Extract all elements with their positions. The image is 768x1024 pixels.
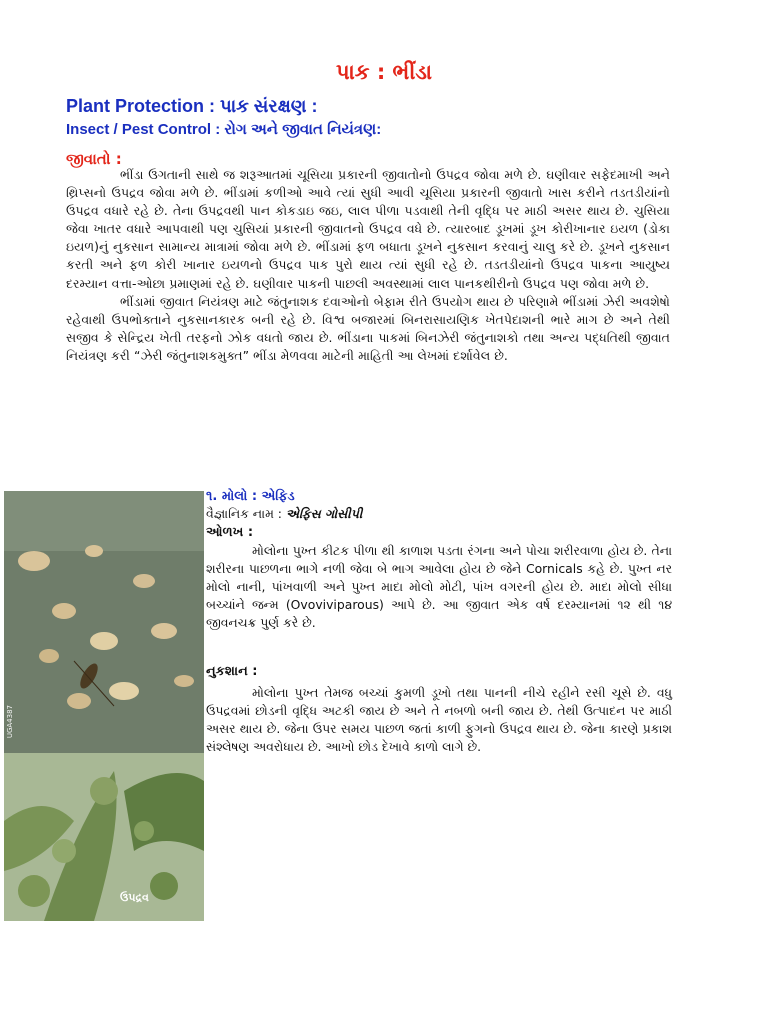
intro-section [66, 166, 670, 365]
scientific-name-row [206, 506, 362, 522]
damage-heading: નુકશાન : [206, 664, 258, 679]
photo-caption: ઉપદ્રવ [120, 891, 149, 904]
aphid-photo-illustration [4, 491, 204, 921]
intro-paragraph-2: ભીંડામાં જીવાત નિયંત્રણ માટે જંતુનાશક દવાઓનો બેફામ રીતે ઉપયોગ થાય છે પરિણામે ભીંડામાં ઝેરી અવશેષો રહેવાથી ઉપભોક્તાને નુકસાનકારક બની રહે છે. વિશ્વ બજારમાં બિનરાસાયણિક ખેતપેદાશની ભારે માગ છે અને તેથી સજીવ કે સેન્દ્રિય ખેતી તરફનો ઝોક વધતો જાય છે. ભીંડાના પાકમાં બિનઝેરી જંતુનાશકો તથા અન્ય પદ્ધતિથી જીવાત નિયંત્રણ કરી “ઝેરી જંતુનાશકમુક્ત” ભીંડા મેળવવા માટેની માહિતી આ લેખમાં દર્શાવેલ છે. [66, 293, 670, 363]
pest-control-heading: Insect / Pest Control : રોગ અને જીવાત નિયંત્રણ: [66, 121, 382, 138]
insects-heading: જીવાતો : [66, 150, 122, 168]
damage-text: મોલોના પુખ્ત તેમજ બચ્ચાં કુમળી ડૂખો તથા પાનની નીચે રહીને રસી ચૂસે છે. વધુ ઉપદ્રવમાં છોડની વૃદ્ધિ અટકી જાય છે અને તે નબળો બની જાય છે. તેથી ઉત્પાદન પર માઠી અસર થાય છે. જેના ઉપર સમય પાછળ જતાં કાળી ફુગનો ઉપદ્રવ થાય છે. જેના કારણે પ્રકાશ સંશ્લેષણ અવરોધાય છે. આખો છોડ દેખાવે કાળો લાગે છે. [206, 685, 672, 755]
aphid-photos [4, 491, 204, 921]
plant-protection-heading: Plant Protection : પાક સંરક્ષણ : [66, 96, 318, 116]
identification-section [206, 542, 672, 632]
damage-section [206, 684, 672, 756]
scientific-name: એફિસ ગોસીપી [285, 506, 363, 521]
intro-paragraph-1: ભીંડા ઉગતાની સાથે જ શરૂઆતમાં ચૂસિયા પ્રકારની જીવાતોનો ઉપદ્રવ જોવા મળે છે. ઘણીવાર સફેદમાખી અને થ્રિપ્સનો ઉપદ્રવ જોવા મળે છે. ભીંડામાં કળીઓ આવે ત્યાં સુધી આવી ચૂસિયા પ્રકારની જીવાતો ખાસ કરીને તડતડીયાંનો ઉપદ્રવ વધારે રહે છે. તેના ઉપદ્રવથી પાન કોકડાઇ જઇ, લાલ પીળા પડવાથી તેની વૃદ્ધિ પર માઠી અસર થાય છે. ચુસિયા જેવા ખાતર વધારે આપવાથી પણ ચુસિયાં પ્રકારની જીવાતનો ઉપદ્રવ વધે છે. ત્યારબાદ ડૂખમાં ડૂખ કોરીખાનાર ઇયળ (ડોકા ઇયળ)નું નુકસાન સામાન્ય માત્રામાં જોવા મળે છે. ભીંડામાં ફળ બધાતા ડૂખને નુકસાન કરવાનું ચાલુ કરે છે. ડૂખને નુકસાન કરતી અને ફળ કોરી ખાનાર ઇયળનો ઉપદ્રવ પાક પુરો થાય ત્યાં સુધી રહે છે. તડતડીયાંનો ઉપદ્રવ પાકના આયુષ્ય દરમ્યાન વત્તા-ઓછા પ્રમાણમાં રહે છે. ઘણીવાર પાકની પાછલી અવસ્થામાં લાલ પાનકથીરીનો ઉપદ્રવ પણ જોવા મળે છે. [66, 167, 670, 291]
scientific-name-label: વૈજ્ઞાનિક નામ : [206, 506, 282, 521]
page-title: પાક : ભીંડા [335, 60, 433, 84]
pest-title: ૧. મોલો : એફિડ [206, 489, 295, 504]
identification-heading: ઓળખ : [206, 525, 254, 540]
identification-text: મોલોના પુખ્ત કીટક પીળા થી કાળાશ પડતા રંગના અને પોચા શરીરવાળા હોય છે. તેના શરીરના પાછળના ભાગે નળી જેવા બે ભાગ આવેલા હોય છે જેને Cornicals કહે છે. પુખ્ત નર મોલો નાની, પાંખવાળી અને પુખ્ત માદા મોલો મોટી, પાંખ વગરની હોય છે. માદા મોલો સીધા બચ્ચાંને જન્મ (Ovoviviparous) આપે છે. આ જીવાત એક વર્ષ દરમ્યાનમાં ૧૨ થી ૧૪ જીવનચક્ર પુર્ણ કરે છે. [206, 543, 672, 631]
photo-code: UGA4387 [6, 705, 14, 739]
